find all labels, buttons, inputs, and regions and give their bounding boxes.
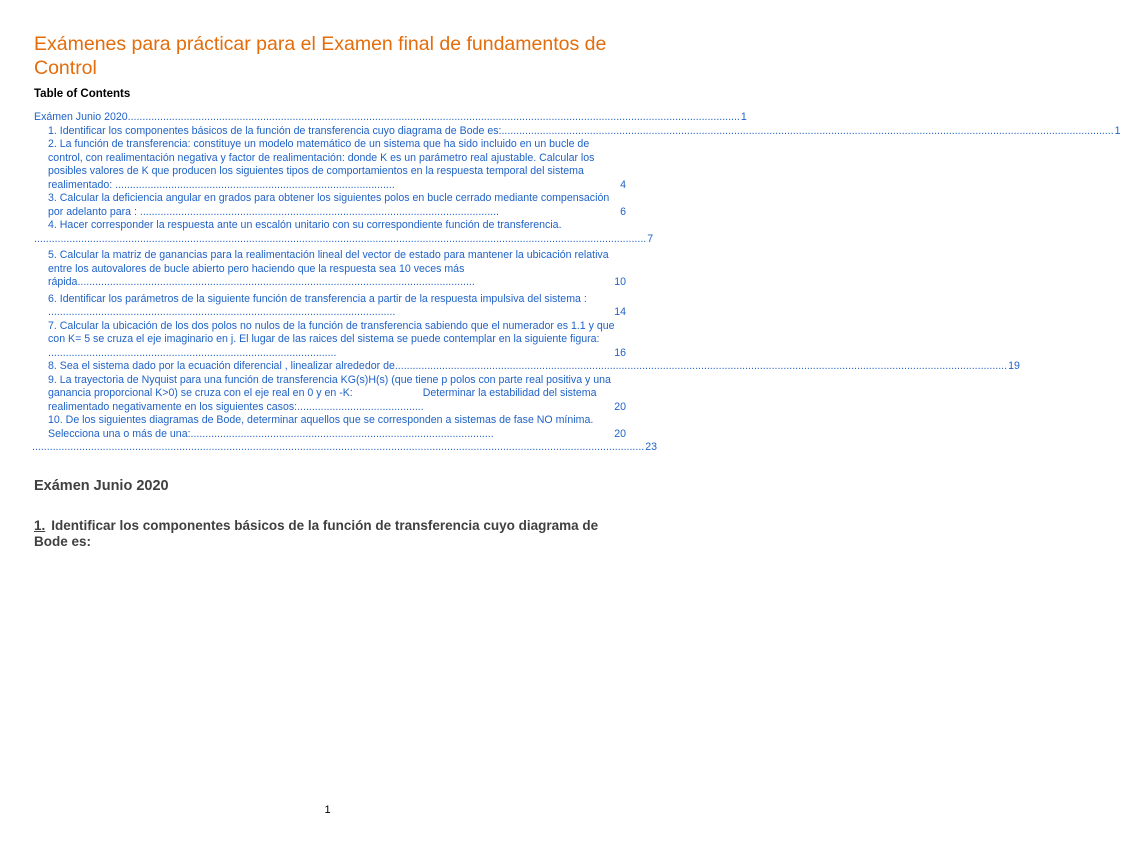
toc-entry-page: 20 xyxy=(614,427,626,440)
toc-entry-page: 14 xyxy=(614,306,626,318)
toc-entry-text: 10. De los siguientes diagramas de Bode, determinar aquellos que se corresponden a sistemas de fase NO mínima. Selecciona una o más de una: xyxy=(48,414,594,440)
toc-entry-q5[interactable]: 5. Calcular la matriz de ganancias para la realimentación lineal del vector de estado para mantener la ubicación relativa entre los autovalores de bucle abierto pero haciendo que la respuesta sea 10 veces más rápida....................................................................................................................................... 10 xyxy=(48,249,626,288)
section-heading: Exámen Junio 2020 xyxy=(34,478,169,494)
question-number: 1. xyxy=(34,518,46,533)
toc-heading: Table of Contents xyxy=(34,88,131,100)
toc-entry-text: 1. Identificar los componentes básicos de la función de transferencia cuyo diagrama de Bode es: xyxy=(48,124,502,137)
toc-entry-q8[interactable] xyxy=(34,360,1020,374)
toc-entry-page: 19 xyxy=(1008,360,1020,372)
toc-entry-text: 8. Sea el sistema dado por la ecuación diferencial , linealizar alrededor de xyxy=(48,360,395,372)
toc-entry-q9[interactable]: 9. La trayectoria de Nyquist para una función de transferencia KG(s)H(s) (que tiene p polos con parte real positiva y una ganancia proporcional K>0) se cruza con el eje real en 0 y en -K: Determinar la estabilidad del sistema realimentado negativamente en los siguientes casos:........................................... 20 xyxy=(48,373,626,413)
toc-entry-text: 5. Calcular la matriz de ganancias para la realimentación lineal del vector de estado para mantener la ubicación relativa entre los autovalores de bucle abierto pero haciendo que la respuesta sea 10 veces más rápida xyxy=(48,249,609,288)
toc-entry-page: 10 xyxy=(614,276,626,288)
toc-entry-text: Exámen Junio 2020 xyxy=(34,111,128,123)
toc-entry-page: 23 xyxy=(645,441,657,453)
toc-entry-exam-junio-2020[interactable] xyxy=(34,111,747,125)
toc-entry-text: 9. La trayectoria de Nyquist para una función de transferencia KG(s)H(s) (que tiene p polos con parte real positiva y una ganancia proporcional K>0) se cruza con el eje real en 0 y en -K: xyxy=(48,373,611,399)
toc-entry-q4[interactable] xyxy=(34,219,654,246)
toc-entry-page: 4 xyxy=(620,178,626,191)
toc-entry-page: 6 xyxy=(620,205,626,218)
toc-entry-q7[interactable]: 7. Calcular la ubicación de los dos polos no nulos de la función de transferencia sabiendo que el numerador es 1.1 y que con K= 5 se cruza el eje imaginario en j. El lugar de las raices del sistema se puede contemplar en la siguiente figura: .................................................................................................. 16 xyxy=(48,319,626,359)
toc-entry-untitled[interactable] xyxy=(32,441,657,455)
toc-entry-text: 4. Hacer corresponder la respuesta ante un escalón unitario con su correspondiente función de transferencia. xyxy=(48,219,562,231)
toc-entry-page: 7 xyxy=(647,232,654,245)
toc-entry-text-2: Determinar la estabilidad del sistema realimentado negativamente en los siguientes casos: xyxy=(48,387,597,413)
question-heading xyxy=(34,518,624,550)
page-number: 1 xyxy=(324,804,331,816)
question-text: Identificar los componentes básicos de la función de transferencia cuyo diagrama de Bode es: xyxy=(34,518,599,549)
toc-entry-page: 20 xyxy=(614,400,626,413)
toc-entry-text: 2. La función de transferencia: constituye un modelo matemático de un sistema que ha sido incluido en un bucle de control, con realimentación negativa y factor de realimentación: donde K es un parámetro real ajustable. Calcular los posibles valores de K que producen los siguientes tipos de comportamientos en la respuesta temporal del sistema realimentado: xyxy=(48,138,595,191)
toc-entry-q1[interactable] xyxy=(34,124,1121,139)
toc-entry-page: 16 xyxy=(614,346,626,359)
toc-entry-page: 1 xyxy=(740,111,747,123)
toc-entry-text: 7. Calcular la ubicación de los dos polos no nulos de la función de transferencia sabiendo que el numerador es 1.1 y que con K= 5 se cruza el eje imaginario en j. El lugar de las raices del sistema se puede contemplar en la siguiente figura: xyxy=(48,319,615,345)
toc-entry-q3[interactable]: 3. Calcular la deficiencia angular en grados para obtener los siguientes polos en bucle cerrado mediante compensación por adelanto para : .......................................................................................................................... 6 xyxy=(48,192,626,218)
toc-entry-text: 3. Calcular la deficiencia angular en grados para obtener los siguientes polos en bucle cerrado mediante compensación por adelanto para : xyxy=(48,192,610,218)
toc-entry-q10[interactable]: 10. De los siguientes diagramas de Bode, determinar aquellos que se corresponden a sistemas de fase NO mínima. Selecciona una o más de una:....................................................................................................... 20 xyxy=(48,414,626,440)
document-title: Exámenes para prácticar para el Examen final de fundamentos de Control xyxy=(34,33,607,79)
toc-entry-text: 6. Identificar los parámetros de la siguiente función de transferencia a partir de la respuesta impulsiva del sistema : xyxy=(48,292,587,305)
toc-entry-q6[interactable]: 6. Identificar los parámetros de la siguiente función de transferencia a partir de la respuesta impulsiva del sistema : ...................................................................................................................... 14 xyxy=(48,292,626,318)
toc-entry-page: 1 xyxy=(1114,124,1121,137)
toc-entry-q2[interactable]: 2. La función de transferencia: constituye un modelo matemático de un sistema que ha sido incluido en un bucle de control, con realimentación negativa y factor de realimentación: donde K es un parámetro real ajustable. Calcular los posibles valores de K que producen los siguientes tipos de comportamientos en la respuesta temporal del sistema realimentado: ............................................................................................... 4 xyxy=(48,138,626,191)
table-of-contents xyxy=(34,111,1121,455)
